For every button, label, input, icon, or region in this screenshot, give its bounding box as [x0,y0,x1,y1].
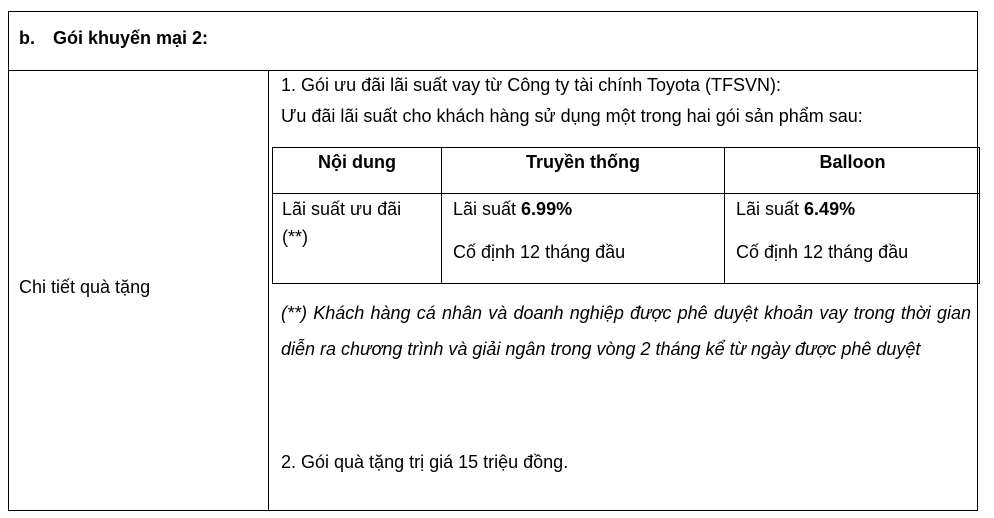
traditional-fixed: Cố định 12 tháng đầu [453,242,626,262]
eligibility-note: (**) Khách hàng cá nhân và doanh nghiệp được phê duyệt khoản vay trong thời gian diễn ra chương trình và giải ngân trong vòng 2 tháng kể từ ngày được phê duyệt [281,303,971,359]
gift-details-label: Chi tiết quà tặng [19,277,151,297]
section-title-text: Gói khuyến mại 2: [53,28,209,48]
row-label-note: (**) [282,227,308,247]
balloon-rate: Lãi suất 6.49% [736,199,856,219]
header-balloon: Balloon [819,152,886,172]
intro-line-1: 1. Gói ưu đãi lãi suất vay từ Công ty tài chính Toyota (TFSVN): [281,75,781,95]
header-divider [273,193,979,194]
header-traditional: Truyền thống [526,152,640,172]
details-cell [269,71,977,510]
section-marker: b. [19,28,35,48]
section-header [9,12,977,71]
traditional-rate: Lãi suất 6.99% [453,199,573,219]
gift-package: 2. Gói quà tặng trị giá 15 triệu đồng. [281,452,569,472]
balloon-fixed: Cố định 12 tháng đầu [736,242,909,262]
promotion-table [8,11,978,511]
section-title [19,28,208,49]
traditional-rate-value: 6.99% [521,199,573,219]
row-label: Lãi suất ưu đãi [282,199,402,219]
interest-rate-table [272,147,980,284]
balloon-rate-value: 6.49% [804,199,856,219]
header-content: Nội dung [318,152,396,172]
left-cell [9,71,269,510]
intro-line-2: Ưu đãi lãi suất cho khách hàng sử dụng một trong hai gói sản phẩm sau: [281,106,863,126]
